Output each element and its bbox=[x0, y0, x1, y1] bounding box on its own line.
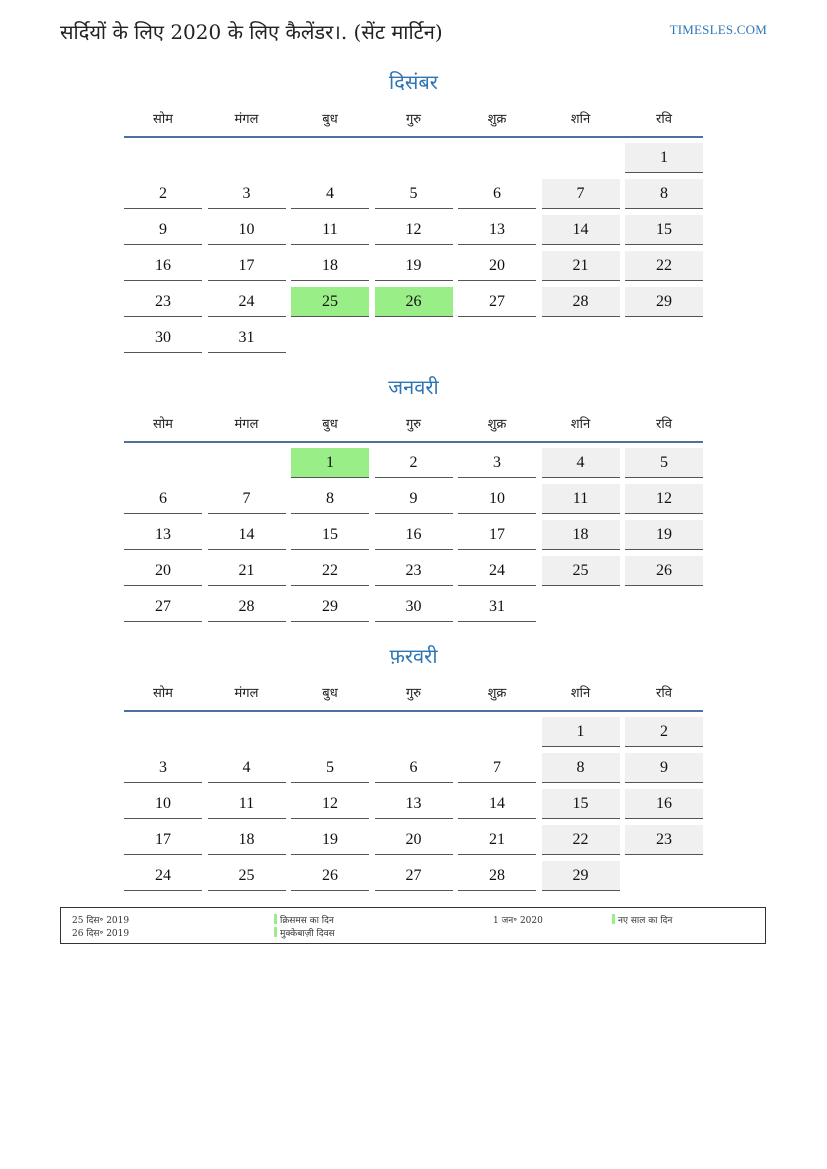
day-cell[interactable]: 9 bbox=[375, 484, 453, 514]
day-cell[interactable]: 13 bbox=[458, 215, 536, 245]
day-cell[interactable]: 8 bbox=[625, 179, 703, 209]
day-cell[interactable]: 4 bbox=[208, 753, 286, 783]
legend-date: 1 जन॰ 2020 bbox=[493, 916, 543, 926]
day-cell[interactable]: 13 bbox=[375, 789, 453, 819]
day-cell[interactable]: 11 bbox=[291, 215, 369, 245]
day-cell[interactable]: 16 bbox=[625, 789, 703, 819]
day-cell[interactable]: 2 bbox=[124, 179, 202, 209]
day-cell[interactable]: 11 bbox=[208, 789, 286, 819]
day-cell[interactable]: 26 bbox=[625, 556, 703, 586]
day-cell[interactable]: 11 bbox=[542, 484, 620, 514]
day-cell[interactable]: 19 bbox=[375, 251, 453, 281]
holiday-day-cell[interactable]: 25 bbox=[291, 287, 369, 317]
weekday-label: मंगल bbox=[234, 417, 259, 432]
day-cell[interactable]: 23 bbox=[124, 287, 202, 317]
weekday-label: मंगल bbox=[234, 112, 259, 127]
day-cell[interactable]: 4 bbox=[291, 179, 369, 209]
day-cell[interactable]: 6 bbox=[458, 179, 536, 209]
day-cell[interactable]: 12 bbox=[625, 484, 703, 514]
day-cell[interactable]: 28 bbox=[208, 592, 286, 622]
month-title: दिसंबर bbox=[389, 70, 438, 94]
day-cell[interactable]: 6 bbox=[375, 753, 453, 783]
weekday-header-row bbox=[124, 414, 703, 434]
day-cell[interactable]: 25 bbox=[208, 861, 286, 891]
day-cell[interactable]: 18 bbox=[291, 251, 369, 281]
day-cell[interactable]: 22 bbox=[542, 825, 620, 855]
weekday-label: रवि bbox=[656, 112, 672, 127]
holiday-day-cell[interactable]: 1 bbox=[291, 448, 369, 478]
day-cell[interactable]: 20 bbox=[375, 825, 453, 855]
day-cell[interactable]: 18 bbox=[208, 825, 286, 855]
day-cell[interactable]: 5 bbox=[291, 753, 369, 783]
day-cell[interactable]: 27 bbox=[375, 861, 453, 891]
day-cell[interactable]: 12 bbox=[291, 789, 369, 819]
weekday-label: शनि bbox=[570, 417, 591, 432]
day-cell[interactable]: 10 bbox=[208, 215, 286, 245]
day-cell[interactable]: 3 bbox=[124, 753, 202, 783]
day-cell[interactable]: 10 bbox=[124, 789, 202, 819]
day-cell[interactable]: 31 bbox=[458, 592, 536, 622]
day-cell[interactable]: 30 bbox=[124, 323, 202, 353]
day-cell[interactable]: 8 bbox=[542, 753, 620, 783]
day-cell[interactable]: 17 bbox=[208, 251, 286, 281]
day-cell[interactable]: 2 bbox=[375, 448, 453, 478]
day-cell[interactable]: 29 bbox=[291, 592, 369, 622]
page-title: सर्दियों के लिए 2020 के लिए कैलेंडर।. (सेंट मार्टिन) bbox=[60, 20, 443, 44]
weekday-label: बुध bbox=[322, 112, 338, 127]
weekday-header-row bbox=[124, 109, 703, 129]
header-divider bbox=[124, 136, 703, 138]
day-cell[interactable]: 17 bbox=[124, 825, 202, 855]
day-cell[interactable]: 27 bbox=[124, 592, 202, 622]
day-cell[interactable]: 31 bbox=[208, 323, 286, 353]
day-cell[interactable]: 29 bbox=[625, 287, 703, 317]
day-cell[interactable]: 21 bbox=[208, 556, 286, 586]
day-cell[interactable]: 3 bbox=[208, 179, 286, 209]
weekday-label: शुक्र bbox=[487, 417, 507, 432]
day-cell[interactable]: 2 bbox=[625, 717, 703, 747]
header-divider bbox=[124, 710, 703, 712]
day-cell[interactable]: 1 bbox=[625, 143, 703, 173]
day-cell[interactable]: 22 bbox=[625, 251, 703, 281]
day-cell[interactable]: 7 bbox=[458, 753, 536, 783]
day-cell[interactable]: 21 bbox=[542, 251, 620, 281]
holiday-legend bbox=[60, 907, 766, 944]
weekday-label: गुरु bbox=[405, 417, 422, 432]
day-cell[interactable]: 1 bbox=[542, 717, 620, 747]
weekday-label: बुध bbox=[322, 417, 338, 432]
day-cell[interactable]: 5 bbox=[375, 179, 453, 209]
month-title: जनवरी bbox=[388, 375, 439, 399]
day-cell[interactable]: 12 bbox=[375, 215, 453, 245]
day-cell[interactable]: 18 bbox=[542, 520, 620, 550]
day-cell[interactable]: 28 bbox=[458, 861, 536, 891]
day-cell[interactable]: 27 bbox=[458, 287, 536, 317]
day-cell[interactable]: 13 bbox=[124, 520, 202, 550]
weekday-label: शुक्र bbox=[487, 686, 507, 701]
weekday-label: सोम bbox=[153, 112, 173, 127]
weekday-label: शनि bbox=[570, 686, 591, 701]
weekday-label: सोम bbox=[153, 417, 173, 432]
day-cell[interactable]: 16 bbox=[124, 251, 202, 281]
header-divider bbox=[124, 441, 703, 443]
day-cell[interactable]: 19 bbox=[625, 520, 703, 550]
weekday-header-row bbox=[124, 683, 703, 703]
day-cell[interactable]: 21 bbox=[458, 825, 536, 855]
day-cell[interactable]: 28 bbox=[542, 287, 620, 317]
day-cell[interactable]: 14 bbox=[542, 215, 620, 245]
day-cell[interactable]: 17 bbox=[458, 520, 536, 550]
day-cell[interactable]: 16 bbox=[375, 520, 453, 550]
day-cell[interactable]: 30 bbox=[375, 592, 453, 622]
weekday-label: सोम bbox=[153, 686, 173, 701]
day-cell[interactable]: 7 bbox=[208, 484, 286, 514]
day-cell[interactable]: 15 bbox=[291, 520, 369, 550]
holiday-day-cell[interactable]: 26 bbox=[375, 287, 453, 317]
day-cell[interactable]: 8 bbox=[291, 484, 369, 514]
day-cell[interactable]: 24 bbox=[208, 287, 286, 317]
day-cell[interactable]: 26 bbox=[291, 861, 369, 891]
day-cell[interactable]: 4 bbox=[542, 448, 620, 478]
day-cell[interactable]: 14 bbox=[458, 789, 536, 819]
day-cell[interactable]: 23 bbox=[375, 556, 453, 586]
legend-name: क्रिसमस का दिन bbox=[280, 916, 334, 926]
weekday-label: मंगल bbox=[234, 686, 259, 701]
day-cell[interactable]: 20 bbox=[124, 556, 202, 586]
day-cell[interactable]: 23 bbox=[625, 825, 703, 855]
day-cell[interactable]: 20 bbox=[458, 251, 536, 281]
weekday-label: रवि bbox=[656, 417, 672, 432]
brand-link[interactable]: TIMESLES.COM bbox=[669, 22, 767, 37]
day-cell[interactable]: 15 bbox=[625, 215, 703, 245]
legend-date: 26 दिस॰ 2019 bbox=[72, 929, 130, 939]
weekday-label: बुध bbox=[322, 686, 338, 701]
weekday-label: गुरु bbox=[405, 112, 422, 127]
day-cell[interactable]: 22 bbox=[291, 556, 369, 586]
day-cell[interactable]: 24 bbox=[124, 861, 202, 891]
month-title: फ़रवरी bbox=[389, 644, 438, 668]
day-cell[interactable]: 19 bbox=[291, 825, 369, 855]
weekday-label: शुक्र bbox=[487, 112, 507, 127]
day-cell[interactable]: 5 bbox=[625, 448, 703, 478]
day-cell[interactable]: 9 bbox=[625, 753, 703, 783]
day-cell[interactable]: 29 bbox=[542, 861, 620, 891]
day-cell[interactable]: 3 bbox=[458, 448, 536, 478]
weekday-label: रवि bbox=[656, 686, 672, 701]
day-cell[interactable]: 15 bbox=[542, 789, 620, 819]
day-cell[interactable]: 7 bbox=[542, 179, 620, 209]
weekday-label: शनि bbox=[570, 112, 591, 127]
day-cell[interactable]: 9 bbox=[124, 215, 202, 245]
weekday-label: गुरु bbox=[405, 686, 422, 701]
day-cell[interactable]: 14 bbox=[208, 520, 286, 550]
day-cell[interactable]: 24 bbox=[458, 556, 536, 586]
legend-name: नए साल का दिन bbox=[618, 916, 673, 926]
legend-name: मुक्केबाज़ी दिवस bbox=[280, 929, 335, 939]
day-cell[interactable]: 25 bbox=[542, 556, 620, 586]
day-cell[interactable]: 10 bbox=[458, 484, 536, 514]
legend-date: 25 दिस॰ 2019 bbox=[72, 916, 130, 926]
day-cell[interactable]: 6 bbox=[124, 484, 202, 514]
